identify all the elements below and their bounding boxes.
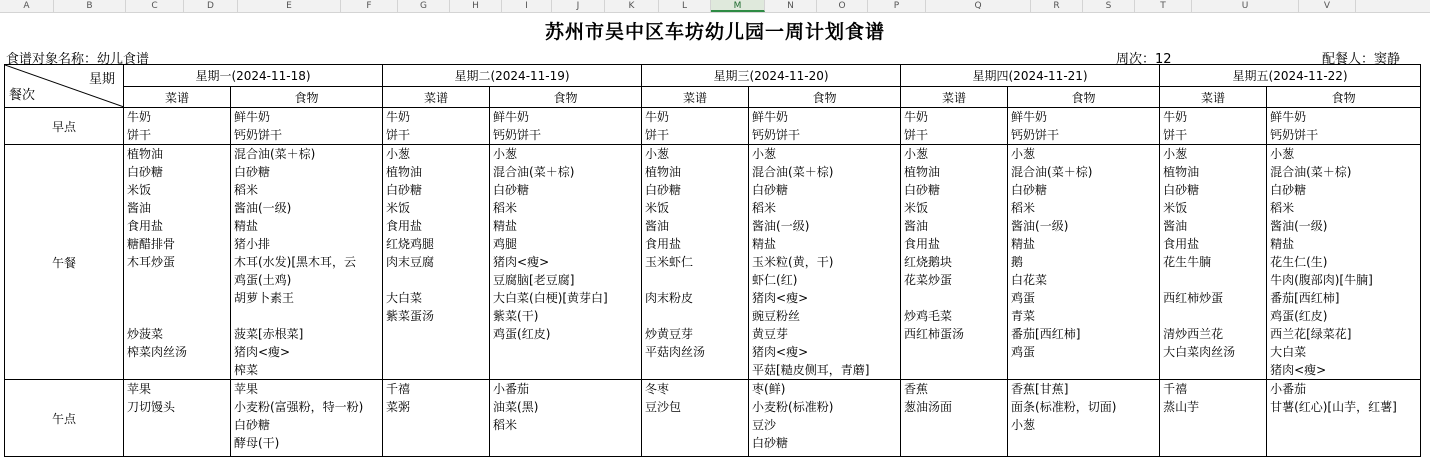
food-cell[interactable] (231, 145, 383, 380)
column-header-e[interactable]: E (238, 0, 341, 12)
food-item (234, 307, 379, 325)
food-item: 鲜牛奶 (234, 110, 271, 124)
meal-name-cell[interactable]: 早点 (5, 108, 124, 145)
column-header-g[interactable]: G (398, 0, 450, 12)
food-cell[interactable] (490, 108, 642, 145)
food-item: 白砂糖 (1270, 183, 1307, 197)
dish-item: 炒黄豆芽 (645, 327, 694, 341)
dish-item: 植物油 (127, 147, 164, 161)
column-header-i[interactable]: I (502, 0, 552, 12)
food-item: 小葱 (1270, 147, 1295, 161)
dish-item: 肉末粉皮 (645, 291, 694, 305)
food-cell[interactable] (231, 380, 383, 457)
meal-row-afternoon-snack (5, 380, 1421, 457)
column-header-t[interactable]: T (1135, 0, 1192, 12)
dish-item: 白砂糖 (1163, 183, 1200, 197)
food-item: 番茄[西红柿] (1270, 291, 1340, 305)
food-item: 鲜牛奶 (1270, 110, 1307, 124)
menu-cell[interactable] (124, 108, 231, 145)
menu-cell[interactable] (642, 145, 749, 380)
menu-cell[interactable] (383, 145, 490, 380)
food-item: 平菇[糙皮侧耳，青蘑] (752, 363, 870, 377)
food-item: 稻米 (1270, 201, 1295, 215)
food-item: 枣(鲜) (752, 382, 786, 396)
food-item: 大白菜(白梗)[黄芽白] (493, 291, 608, 305)
dish-item (1163, 271, 1263, 289)
dish-item: 米饭 (127, 183, 152, 197)
food-cell[interactable] (1008, 380, 1160, 457)
food-item: 甘薯(红心)[山芋，红薯] (1270, 400, 1397, 414)
food-item: 小麦粉(富强粉，特一粉) (234, 400, 364, 414)
day-header[interactable]: 星期一(2024-11-18) (124, 65, 383, 87)
meal-row-breakfast-snack (5, 108, 1421, 145)
food-item: 钙奶饼干 (752, 128, 801, 142)
food-item: 白砂糖 (1011, 183, 1048, 197)
column-header-m[interactable]: M (711, 0, 765, 12)
food-item: 番茄[西红柿] (1011, 327, 1081, 341)
dish-item: 刀切馒头 (127, 400, 176, 414)
dish-item: 小葱 (904, 147, 929, 161)
staff-label: 配餐人：窦静 (1322, 52, 1401, 67)
menu-cell[interactable] (901, 108, 1008, 145)
dish-item: 酱油 (127, 201, 152, 215)
food-item: 猪肉<瘦> (493, 255, 550, 269)
food-item: 稻米 (1011, 201, 1036, 215)
food-item: 混合油(菜＋棕) (1270, 165, 1352, 179)
dish-item: 小葱 (386, 147, 411, 161)
dish-item: 西红柿蛋汤 (904, 327, 965, 341)
menu-subheader[interactable]: 菜谱 (901, 87, 1008, 108)
dish-item: 豆沙包 (645, 400, 682, 414)
dish-item: 红烧鹅块 (904, 255, 953, 269)
food-item: 猪肉<瘦> (752, 345, 809, 359)
menu-cell[interactable] (1160, 380, 1267, 457)
food-cell[interactable] (231, 108, 383, 145)
food-item: 混合油(菜＋棕) (1011, 165, 1093, 179)
dish-item: 白砂糖 (645, 183, 682, 197)
food-subheader[interactable]: 食物 (749, 87, 901, 108)
food-cell[interactable] (1008, 108, 1160, 145)
column-header-n[interactable]: N (765, 0, 817, 12)
menu-cell[interactable] (383, 380, 490, 457)
food-cell[interactable] (1267, 380, 1421, 457)
column-header-k[interactable]: K (605, 0, 659, 12)
dish-item: 冬枣 (645, 382, 670, 396)
dish-item: 米饭 (1163, 201, 1188, 215)
dish-item: 酱油 (1163, 219, 1188, 233)
dish-item: 炒菠菜 (127, 327, 164, 341)
food-item: 精盐 (1270, 237, 1295, 251)
dish-item: 木耳炒蛋 (127, 255, 176, 269)
food-item: 小麦粉(标准粉) (752, 400, 834, 414)
food-item: 小番茄 (493, 382, 530, 396)
dish-item: 糖醋排骨 (127, 237, 176, 251)
food-item: 猪肉<瘦> (1270, 363, 1327, 377)
food-item: 小葱 (1011, 147, 1036, 161)
dish-item: 白砂糖 (386, 183, 423, 197)
food-item: 玉米粒(黄，干) (752, 255, 834, 269)
food-item: 钙奶饼干 (1270, 128, 1319, 142)
dish-item: 米饭 (386, 201, 411, 215)
food-item: 钙奶饼干 (493, 128, 542, 142)
dish-item (645, 271, 745, 289)
dish-item (1163, 307, 1263, 325)
meal-name-cell[interactable]: 午点 (5, 380, 124, 457)
food-item: 鲜牛奶 (752, 110, 789, 124)
dish-item (127, 361, 227, 379)
dish-item: 炒鸡毛菜 (904, 309, 953, 323)
food-item: 鸡蛋(土鸡) (234, 273, 292, 287)
food-subheader[interactable]: 食物 (1008, 87, 1160, 108)
corner-label-weekday: 星期 (88, 72, 115, 87)
food-cell[interactable] (1267, 145, 1421, 380)
food-item: 白砂糖 (752, 183, 789, 197)
food-item: 黄豆芽 (752, 327, 789, 341)
food-item: 酱油(一级) (1270, 219, 1328, 233)
food-cell[interactable] (1008, 145, 1160, 380)
dish-item: 食用盐 (127, 219, 164, 233)
food-item: 榨菜 (234, 363, 259, 377)
dish-item: 米饭 (904, 201, 929, 215)
dish-item: 饼干 (904, 128, 929, 142)
menu-cell[interactable] (642, 108, 749, 145)
food-item: 胡萝卜素王 (234, 291, 295, 305)
dish-item: 饼干 (1163, 128, 1188, 142)
header-corner-cell[interactable] (5, 65, 124, 108)
food-item: 精盐 (234, 219, 259, 233)
food-item: 鸡蛋 (1011, 345, 1036, 359)
dish-item: 植物油 (904, 165, 941, 179)
meal-name-cell[interactable]: 午餐 (5, 145, 124, 380)
column-header-q[interactable]: Q (926, 0, 1031, 12)
food-cell[interactable] (1267, 108, 1421, 145)
dish-item: 菜粥 (386, 400, 411, 414)
dish-item: 大白菜 (386, 291, 423, 305)
menu-cell[interactable] (901, 145, 1008, 380)
day-header[interactable]: 星期二(2024-11-19) (383, 65, 642, 87)
dish-item: 小葱 (1163, 147, 1188, 161)
column-header-a[interactable]: A (0, 0, 54, 12)
dish-item: 酱油 (904, 219, 929, 233)
column-header-h[interactable]: H (450, 0, 502, 12)
food-item: 酱油(一级) (234, 201, 292, 215)
dish-item: 花菜炒蛋 (904, 273, 953, 287)
food-item: 白砂糖 (493, 183, 530, 197)
food-item: 稻米 (493, 201, 518, 215)
dish-item: 葱油汤面 (904, 400, 953, 414)
dish-item: 牛奶 (1163, 110, 1188, 124)
dish-item (127, 271, 227, 289)
dish-item: 大白菜肉丝汤 (1163, 345, 1236, 359)
column-header-p[interactable]: P (868, 0, 926, 12)
dish-item: 榨菜肉丝汤 (127, 345, 188, 359)
meal-row-lunch (5, 145, 1421, 380)
weekly-menu-table (4, 64, 1421, 457)
column-header-f[interactable]: F (341, 0, 398, 12)
food-item: 鸡蛋(红皮) (493, 327, 551, 341)
menu-subheader[interactable]: 菜谱 (1160, 87, 1267, 108)
food-item: 混合油(菜＋棕) (493, 165, 575, 179)
food-cell[interactable] (490, 145, 642, 380)
food-item: 白花菜 (1011, 273, 1048, 287)
food-item: 钙奶饼干 (234, 128, 283, 142)
dish-item: 植物油 (1163, 165, 1200, 179)
food-cell[interactable] (749, 145, 901, 380)
food-item: 猪肉<瘦> (234, 345, 291, 359)
food-subheader[interactable]: 食物 (490, 87, 642, 108)
dish-item: 西红柿炒蛋 (1163, 291, 1224, 305)
column-header-u[interactable]: U (1192, 0, 1299, 12)
food-cell[interactable] (749, 108, 901, 145)
food-item: 白砂糖 (234, 418, 271, 432)
menu-cell[interactable] (124, 380, 231, 457)
column-header-c[interactable]: C (126, 0, 184, 12)
menu-subheader[interactable]: 菜谱 (383, 87, 490, 108)
food-item: 苹果 (234, 382, 259, 396)
food-item: 豌豆粉丝 (752, 309, 801, 323)
dish-item: 米饭 (645, 201, 670, 215)
food-item: 稻米 (752, 201, 777, 215)
dish-item: 红烧鸡腿 (386, 237, 435, 251)
food-item: 白砂糖 (752, 436, 789, 450)
dish-item: 小葱 (645, 147, 670, 161)
dish-item (904, 289, 1004, 307)
page-title: 苏州市吴中区车坊幼儿园一周计划食谱 (544, 21, 885, 43)
food-subheader[interactable]: 食物 (1267, 87, 1421, 108)
food-item: 鸡蛋(红皮) (1270, 309, 1328, 323)
food-item: 精盐 (493, 219, 518, 233)
week-number-label: 周次：12 (1116, 52, 1172, 67)
column-header-j[interactable]: J (552, 0, 605, 12)
dish-item: 玉米虾仁 (645, 255, 694, 269)
dish-item: 牛奶 (645, 110, 670, 124)
food-item: 鸡腿 (493, 237, 518, 251)
dish-item: 花生牛腩 (1163, 255, 1212, 269)
food-item: 鸡蛋 (1011, 291, 1036, 305)
column-header-o[interactable]: O (817, 0, 868, 12)
food-item: 牛肉(腹部肉)[牛腩] (1270, 273, 1373, 287)
dish-item: 蒸山芋 (1163, 400, 1200, 414)
day-header[interactable]: 星期四(2024-11-21) (901, 65, 1160, 87)
menu-target-label: 食谱对象名称：幼儿食谱 (6, 52, 150, 67)
food-item: 大白菜 (1270, 345, 1307, 359)
food-item: 酱油(一级) (752, 219, 810, 233)
dish-item: 白砂糖 (904, 183, 941, 197)
dish-item (127, 289, 227, 307)
food-item: 油菜(黑) (493, 400, 539, 414)
food-item: 菠菜[赤根菜] (234, 327, 304, 341)
food-item: 豆腐脑[老豆腐] (493, 273, 575, 287)
food-item: 混合油(菜＋棕) (752, 165, 834, 179)
column-header-b[interactable]: B (54, 0, 126, 12)
food-item: 酱油(一级) (1011, 219, 1069, 233)
food-item: 紫菜(干) (493, 309, 539, 323)
dish-item: 紫菜蛋汤 (386, 309, 435, 323)
food-item: 稻米 (234, 183, 259, 197)
menu-subheader[interactable]: 菜谱 (124, 87, 231, 108)
food-item: 木耳(水发)[黑木耳，云 (234, 255, 357, 269)
dish-item: 酱油 (645, 219, 670, 233)
dish-item: 千禧 (1163, 382, 1188, 396)
dish-item: 香蕉 (904, 382, 929, 396)
menu-cell[interactable] (642, 380, 749, 457)
food-item: 猪肉<瘦> (752, 291, 809, 305)
dish-item: 肉末豆腐 (386, 255, 435, 269)
column-header-l[interactable]: L (659, 0, 711, 12)
dish-item: 千禧 (386, 382, 411, 396)
menu-cell[interactable] (124, 145, 231, 380)
dish-item: 植物油 (386, 165, 423, 179)
food-item: 西兰花[绿菜花] (1270, 327, 1352, 341)
dish-item: 饼干 (127, 128, 152, 142)
food-item: 猪小排 (234, 237, 271, 251)
food-item: 豆沙 (752, 418, 777, 432)
food-item: 花生仁(生) (1270, 255, 1328, 269)
dish-item: 牛奶 (904, 110, 929, 124)
food-item: 酵母(干) (234, 436, 280, 450)
menu-cell[interactable] (901, 380, 1008, 457)
food-cell[interactable] (490, 380, 642, 457)
dish-item: 牛奶 (386, 110, 411, 124)
food-item: 鲜牛奶 (493, 110, 530, 124)
column-header-bar (0, 0, 1430, 13)
menu-cell[interactable] (1160, 108, 1267, 145)
menu-cell[interactable] (1160, 145, 1267, 380)
day-header[interactable]: 星期五(2024-11-22) (1160, 65, 1421, 87)
food-item: 面条(标准粉，切面) (1011, 400, 1117, 414)
dish-item (386, 271, 486, 289)
food-item: 白砂糖 (234, 165, 271, 179)
food-item: 小葱 (752, 147, 777, 161)
food-item: 鲜牛奶 (1011, 110, 1048, 124)
food-item: 小葱 (493, 147, 518, 161)
food-item: 稻米 (493, 418, 518, 432)
dish-item (127, 307, 227, 325)
dish-item: 清炒西兰花 (1163, 327, 1224, 341)
column-header-v[interactable]: V (1299, 0, 1356, 12)
dish-item: 食用盐 (904, 237, 941, 251)
food-item: 香蕉[甘蕉] (1011, 382, 1069, 396)
food-item: 青菜 (1011, 309, 1036, 323)
food-item: 精盐 (1011, 237, 1036, 251)
food-item: 鹅 (1011, 255, 1024, 269)
dish-item (645, 307, 745, 325)
column-header-r[interactable]: R (1031, 0, 1083, 12)
food-subheader[interactable]: 食物 (231, 87, 383, 108)
dish-item: 植物油 (645, 165, 682, 179)
dish-item: 饼干 (386, 128, 411, 142)
dish-item: 平菇肉丝汤 (645, 345, 706, 359)
dish-item: 苹果 (127, 382, 152, 396)
menu-cell[interactable] (383, 108, 490, 145)
dish-item: 食用盐 (1163, 237, 1200, 251)
column-header-d[interactable]: D (184, 0, 238, 12)
dish-item: 饼干 (645, 128, 670, 142)
menu-subheader[interactable]: 菜谱 (642, 87, 749, 108)
food-item: 混合油(菜＋棕) (234, 147, 316, 161)
food-item: 小番茄 (1270, 382, 1307, 396)
dish-item: 食用盐 (386, 219, 423, 233)
dish-item: 食用盐 (645, 237, 682, 251)
dish-item: 牛奶 (127, 110, 152, 124)
dish-item: 白砂糖 (127, 165, 164, 179)
food-item: 小葱 (1011, 418, 1036, 432)
day-header[interactable]: 星期三(2024-11-20) (642, 65, 901, 87)
food-item: 钙奶饼干 (1011, 128, 1060, 142)
food-cell[interactable] (749, 380, 901, 457)
column-header-s[interactable]: S (1083, 0, 1135, 12)
corner-label-meal: 餐次 (9, 88, 36, 103)
food-item: 虾仁(红) (752, 273, 798, 287)
food-item: 精盐 (752, 237, 777, 251)
